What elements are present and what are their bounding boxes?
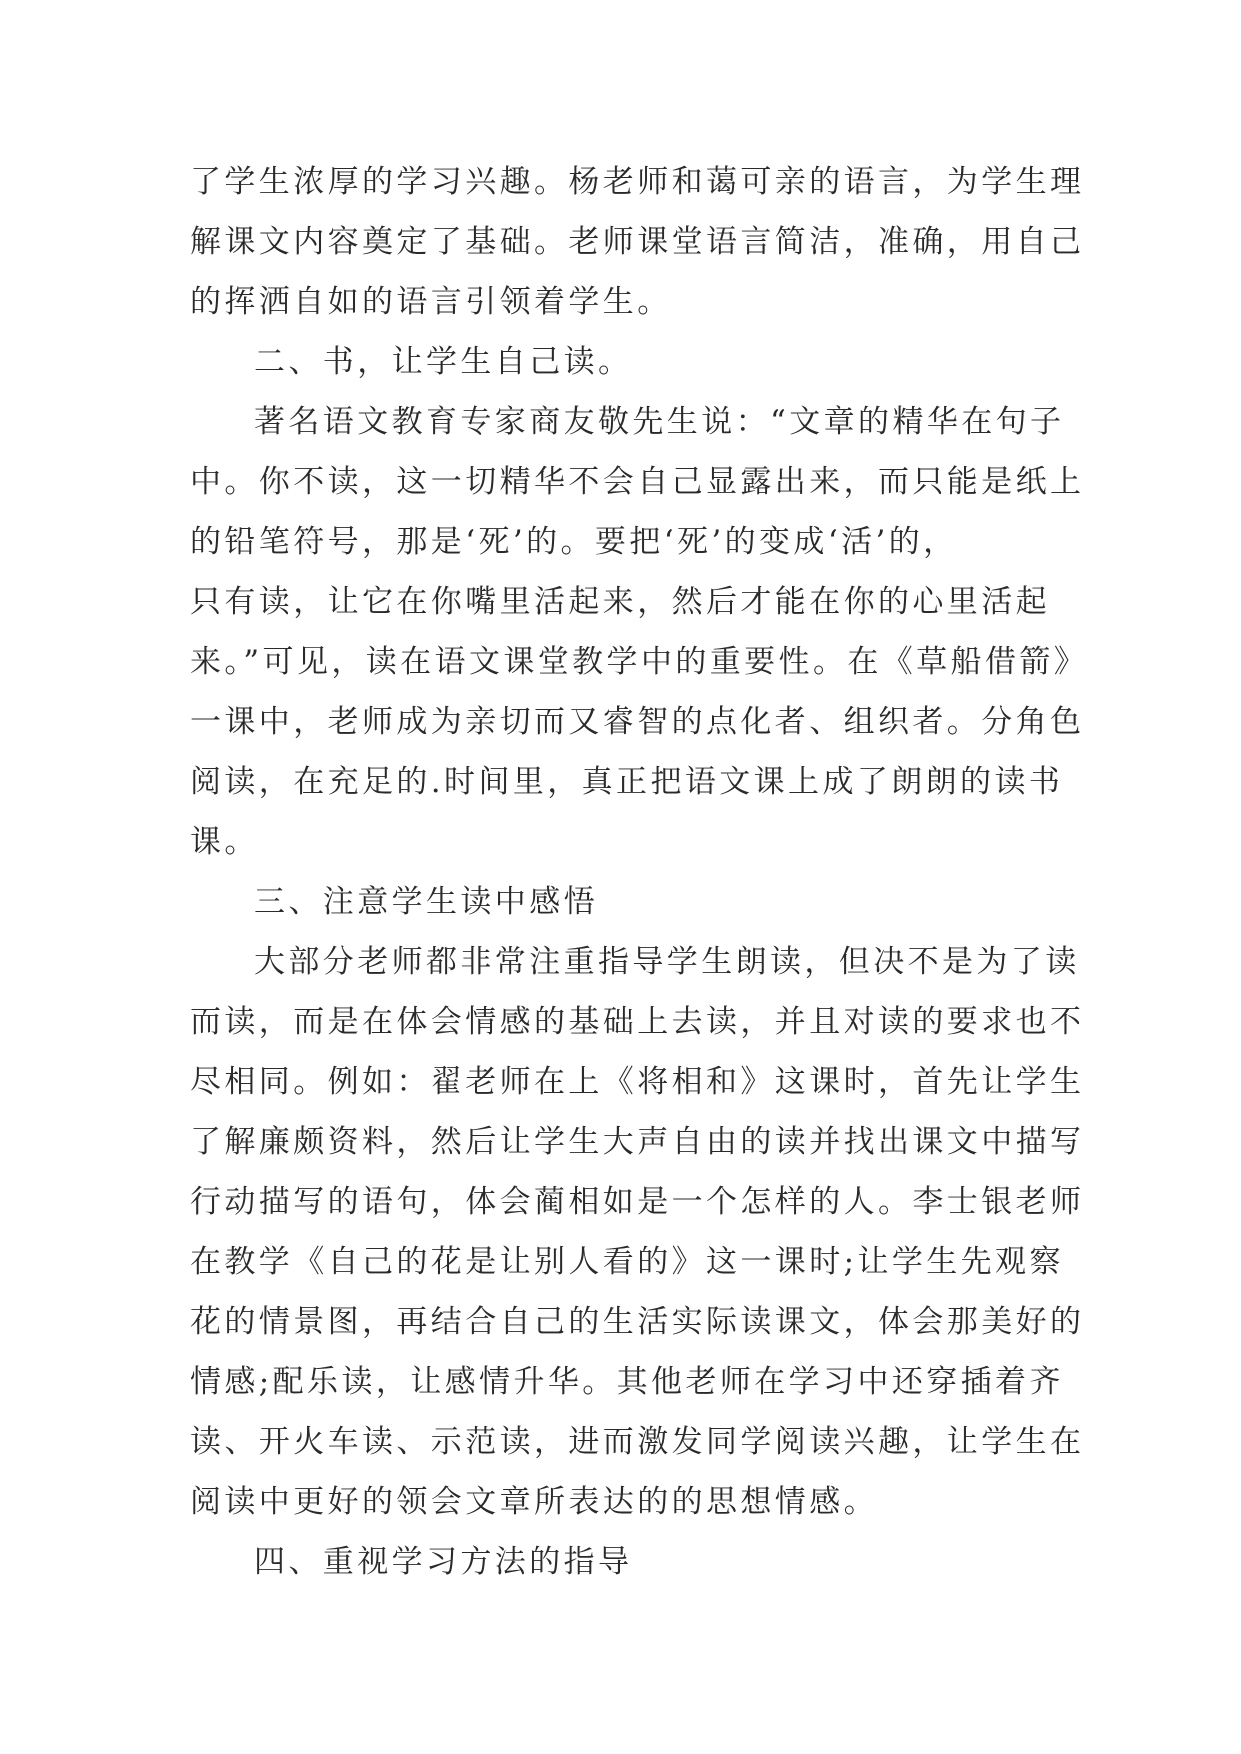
text-line: 中。你不读，这一切精华不会自己显露出来，而只能是纸上 xyxy=(190,464,1085,500)
document-body xyxy=(190,152,1089,1592)
text-line: 了学生浓厚的学习兴趣。杨老师和蔼可亲的语言，为学生理 xyxy=(190,164,1085,200)
text-line: 课。 xyxy=(190,824,259,860)
text-line: 的挥洒自如的语言引领着学生。 xyxy=(190,284,672,320)
text-line: 花的情景图，再结合自己的生活实际读课文，体会那美好的 xyxy=(190,1304,1085,1340)
text-line: 了解廉颇资料，然后让学生大声自由的读并找出课文中描写 xyxy=(190,1124,1085,1160)
text-line: 的铅笔符号，那是‘死’的。要把‘死’的变成‘活’的， xyxy=(190,524,958,560)
section-heading: 二、书，让学生自己读。 xyxy=(254,344,633,380)
text-line: 阅读中更好的领会文章所表达的的思想情感。 xyxy=(190,1484,878,1520)
text-line: 一课中，老师成为亲切而又睿智的点化者、组织者。分角色 xyxy=(190,704,1085,740)
text-line: 而读，而是在体会情感的基础上去读，并且对读的要求也不 xyxy=(190,1004,1085,1040)
text-line: 情感;配乐读，让感情升华。其他老师在学习中还穿插着齐 xyxy=(190,1364,1064,1400)
text-line: 来。”可见，读在语文课堂教学中的重要性。在《草船借箭》 xyxy=(190,644,1089,680)
section-heading: 四、重视学习方法的指导 xyxy=(254,1544,633,1580)
text-line: 读、开火车读、示范读，进而激发同学阅读兴趣，让学生在 xyxy=(190,1424,1085,1460)
text-line: 解课文内容奠定了基础。老师课堂语言简洁，准确，用自己 xyxy=(190,224,1085,260)
text-line: 阅读，在充足的.时间里，真正把语文课上成了朗朗的读书 xyxy=(190,764,1064,800)
text-line: 著名语文教育专家商友敬先生说：“文章的精华在句子 xyxy=(254,404,1065,440)
text-line: 大部分老师都非常注重指导学生朗读，但决不是为了读 xyxy=(254,944,1080,980)
section-heading: 三、注意学生读中感悟 xyxy=(254,884,598,920)
text-line: 只有读，让它在你嘴里活起来，然后才能在你的心里活起 xyxy=(190,584,1050,620)
text-line: 在教学《自己的花是让别人看的》这一课时;让学生先观察 xyxy=(190,1244,1064,1280)
text-line: 行动描写的语句，体会蔺相如是一个怎样的人。李士银老师 xyxy=(190,1184,1085,1220)
text-line: 尽相同。例如：翟老师在上《将相和》这课时，首先让学生 xyxy=(190,1064,1085,1100)
